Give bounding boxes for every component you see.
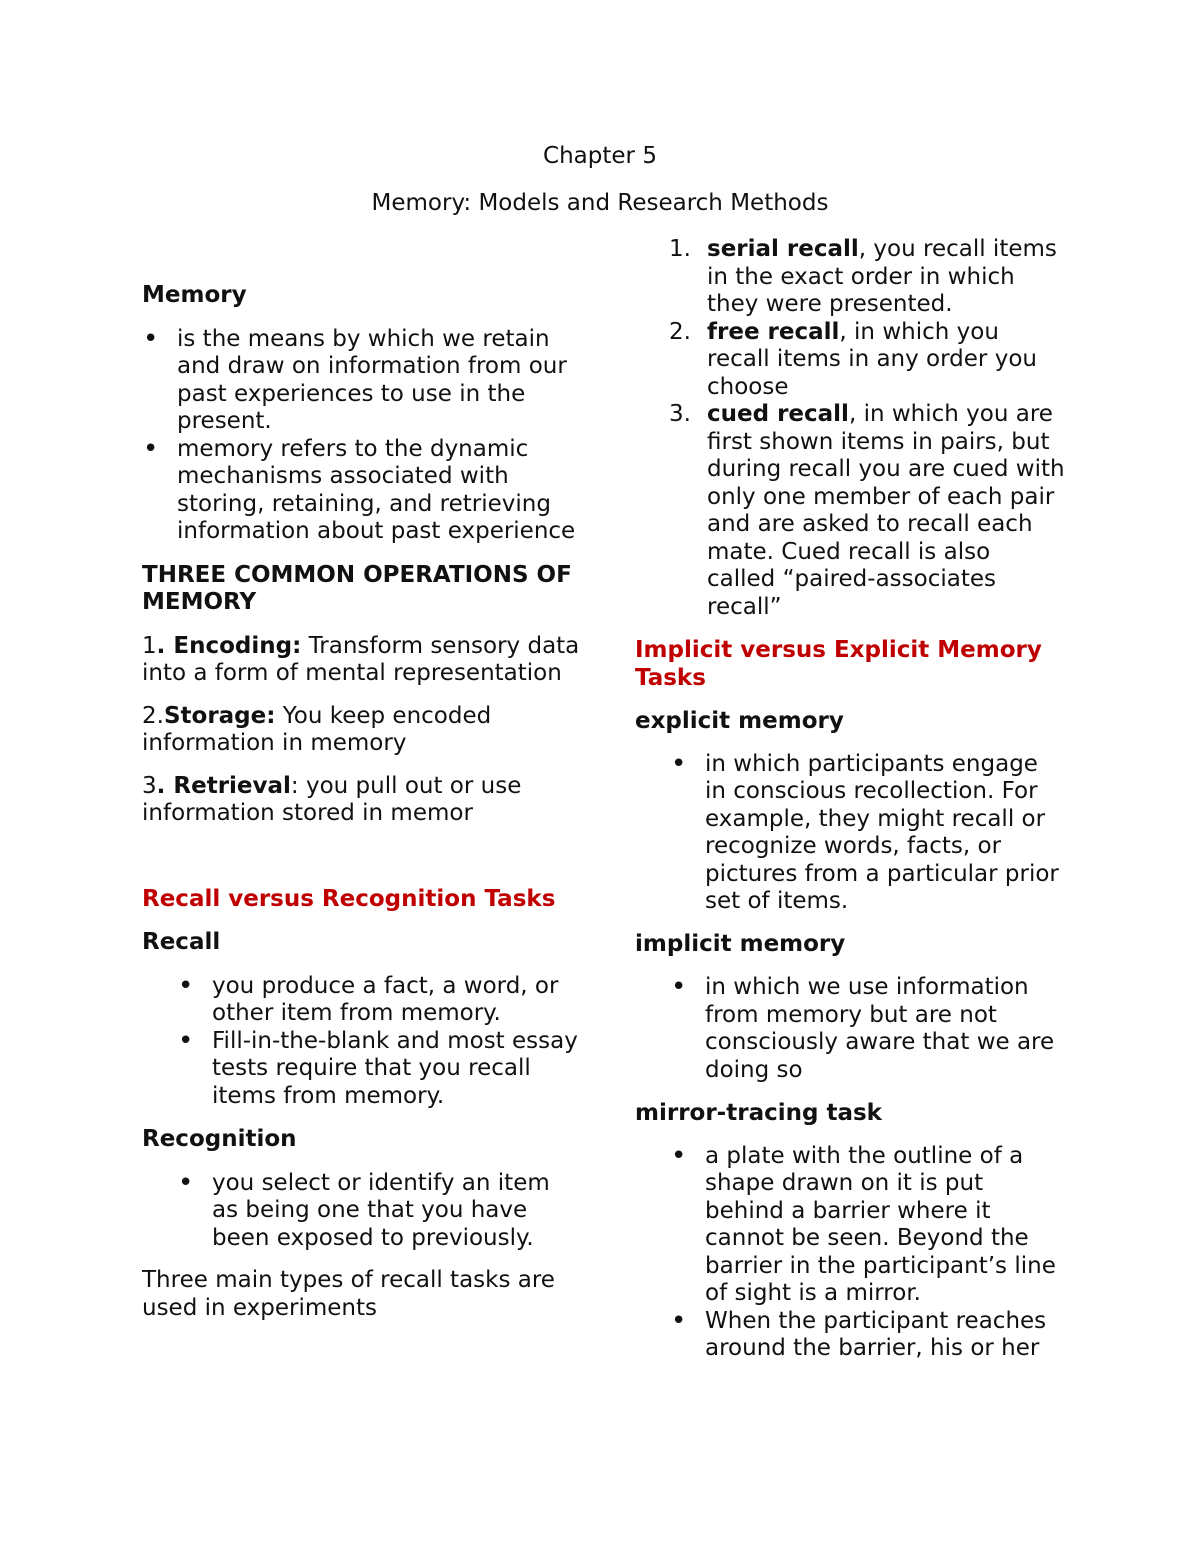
explicit-memory-list xyxy=(635,751,1065,916)
list-item: • you select or identify an item as being one that you have been exposed to previously. xyxy=(212,1170,582,1253)
operation-number: 2. xyxy=(142,702,164,729)
explicit-memory-heading: explicit memory xyxy=(635,708,844,734)
left-column xyxy=(142,236,582,1322)
list-item: • a plate with the outline of a shape drawn on it is put behind a barrier where it cannot be seen. Beyond the barrier in the participant’s line of sight is a mirror. xyxy=(705,1143,1065,1308)
list-item: • in which we use information from memory but are not consciously aware that we are doing so xyxy=(705,974,1065,1084)
list-number: 1. xyxy=(669,236,691,262)
list-item: • is the means by which we retain and draw on information from our past experiences to use in the present. xyxy=(177,326,582,436)
recall-heading: Recall xyxy=(142,929,221,955)
recall-types-intro: Three main types of recall tasks are used in experiments xyxy=(142,1267,555,1321)
memory-definition-list xyxy=(142,326,582,546)
recall-type-text: , in which you are first shown items in pairs, but during recall you are cued with only one member of each pair and are asked to recall each mate. Cued recall is also called “paired-associates recall” xyxy=(707,401,1065,620)
operation-text: You keep encoded information in memory xyxy=(142,702,492,756)
recognition-list xyxy=(142,1170,582,1253)
implicit-memory-heading: implicit memory xyxy=(635,930,846,957)
operation-term: . Retrieval xyxy=(156,772,291,799)
implicit-explicit-heading: Implicit versus Explicit Memory Tasks xyxy=(635,637,1042,691)
list-item: • you produce a fact, a word, or other item from memory. xyxy=(212,973,582,1028)
implicit-memory-list xyxy=(635,974,1065,1084)
recall-type-text: , you recall items in the exact order in which they were presented. xyxy=(707,236,1057,317)
list-number: 2. xyxy=(669,318,691,345)
operation-encoding xyxy=(142,633,582,688)
list-item xyxy=(669,236,1065,319)
recall-type-text: , in which you recall items in any order you choose xyxy=(707,318,1037,400)
recall-recognition-heading: Recall versus Recognition Tasks xyxy=(142,885,556,912)
memory-heading: Memory xyxy=(142,282,247,308)
mirror-tracing-heading: mirror-tracing task xyxy=(635,1100,882,1126)
right-column xyxy=(635,236,1065,1363)
list-number: 3. xyxy=(669,401,691,427)
list-item: • When the participant reaches around the barrier, his or her xyxy=(705,1308,1065,1363)
operation-retrieval xyxy=(142,773,582,828)
page-title: Memory: Models and Research Methods xyxy=(371,190,829,216)
list-item: • in which participants engage in conscious recollection. For example, they might recall or recognize words, facts, or pictures from a particular prior set of items. xyxy=(705,751,1065,916)
chapter-label: Chapter 5 xyxy=(543,143,657,169)
operation-number: 3 xyxy=(142,772,157,799)
operations-heading: THREE COMMON OPERATIONS OF MEMORY xyxy=(142,561,572,615)
operation-term: Storage: xyxy=(163,702,276,729)
list-item: • Fill-in-the-blank and most essay tests require that you recall items from memory. xyxy=(212,1028,582,1111)
mirror-tracing-list xyxy=(635,1143,1065,1363)
recall-type-term: free recall xyxy=(707,318,840,345)
recall-types-list xyxy=(635,236,1065,621)
operation-text: Transform sensory data into a form of mental representation xyxy=(142,632,580,686)
operation-term: . Encoding: xyxy=(156,632,302,659)
page-header xyxy=(0,140,1200,219)
recall-list xyxy=(142,973,582,1111)
operation-text: : you pull out or use information stored in memor xyxy=(142,772,522,826)
operation-storage xyxy=(142,703,582,758)
recognition-heading: Recognition xyxy=(142,1126,297,1152)
operation-number: 1 xyxy=(142,632,157,659)
recall-type-term: cued recall xyxy=(707,401,849,427)
list-item xyxy=(669,318,1065,402)
list-item: • memory refers to the dynamic mechanisms associated with storing, retaining, and retrieving information about past experience xyxy=(177,436,582,546)
recall-type-term: serial recall xyxy=(707,236,859,262)
list-item xyxy=(669,401,1065,621)
